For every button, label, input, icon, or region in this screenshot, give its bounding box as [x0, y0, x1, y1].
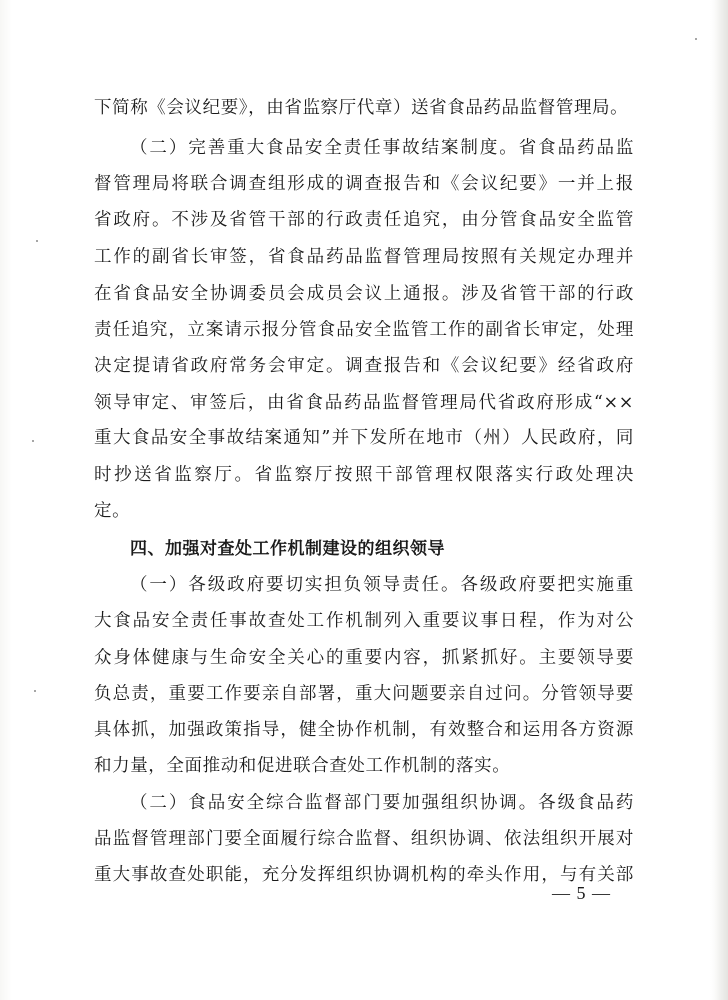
section-heading: 四、加强对查处工作机制建设的组织领导 [130, 539, 445, 559]
scan-speck [36, 240, 38, 242]
scan-speck [34, 690, 36, 692]
text-line: 督管理局将联合调查组形成的调查报告和《会议纪要》一并上报 [94, 174, 634, 194]
text-line: 重大事故查处职能，充分发挥组织协调机构的牵头作用，与有关部 [94, 865, 634, 885]
scan-speck [695, 38, 697, 40]
paragraph-start-line: （二）食品安全综合监督部门要加强组织协调。各级食品药 [130, 793, 634, 813]
text-line: 大食品安全责任事故查处工作机制列入重要议事日程，作为对公 [94, 611, 634, 631]
text-line: 省政府。不涉及省管干部的行政责任追究，由分管食品安全监管 [94, 210, 634, 230]
text-line: 领导审定、审签后，由省食品药品监督管理局代省政府形成“×× [94, 393, 634, 413]
text-line: 决定提请省政府常务会审定。调查报告和《会议纪要》经省政府 [94, 356, 634, 376]
text-line: 品监督管理部门要全面履行综合监督、组织协调、依法组织开展对 [94, 829, 634, 849]
text-line: 重大食品安全事故结案通知”并下发所在地市（州）人民政府，同 [94, 428, 634, 448]
text-line: 众身体健康与生命安全关心的重要内容，抓紧抓好。主要领导要 [94, 648, 634, 668]
text-line: 定。 [94, 501, 131, 521]
paragraph-start-line: （一）各级政府要切实担负领导责任。各级政府要把实施重 [130, 575, 634, 595]
text-line: 责任追究，立案请示报分管食品安全监管工作的副省长审定，处理 [94, 320, 634, 340]
page-number: — 5 — [552, 883, 611, 903]
text-line: 具体抓，加强政策指导，健全协作机制，有效整合和运用各方资源 [94, 720, 634, 740]
paragraph-start-line: （二）完善重大食品安全责任事故结案制度。省食品药品监 [130, 138, 634, 158]
text-line: 和力量，全面推动和促进联合查处工作机制的落实。 [94, 756, 511, 776]
text-line: 工作的副省长审签，省食品药品监督管理局按照有关规定办理并 [94, 247, 634, 267]
text-line: 负总责，重要工作要亲自部署，重大问题要亲自过问。分管领导要 [94, 684, 634, 704]
text-line: 在省食品安全协调委员会成员会议上通报。涉及省管干部的行政 [94, 284, 634, 304]
page-edge-shadow [714, 0, 728, 1000]
text-line: 时抄送省监察厅。省监察厅按照干部管理权限落实行政处理决 [94, 465, 634, 485]
text-line: 下简称《会议纪要》，由省监察厅代章）送省食品药品监督管理局。 [94, 98, 629, 118]
scan-speck [32, 440, 34, 442]
